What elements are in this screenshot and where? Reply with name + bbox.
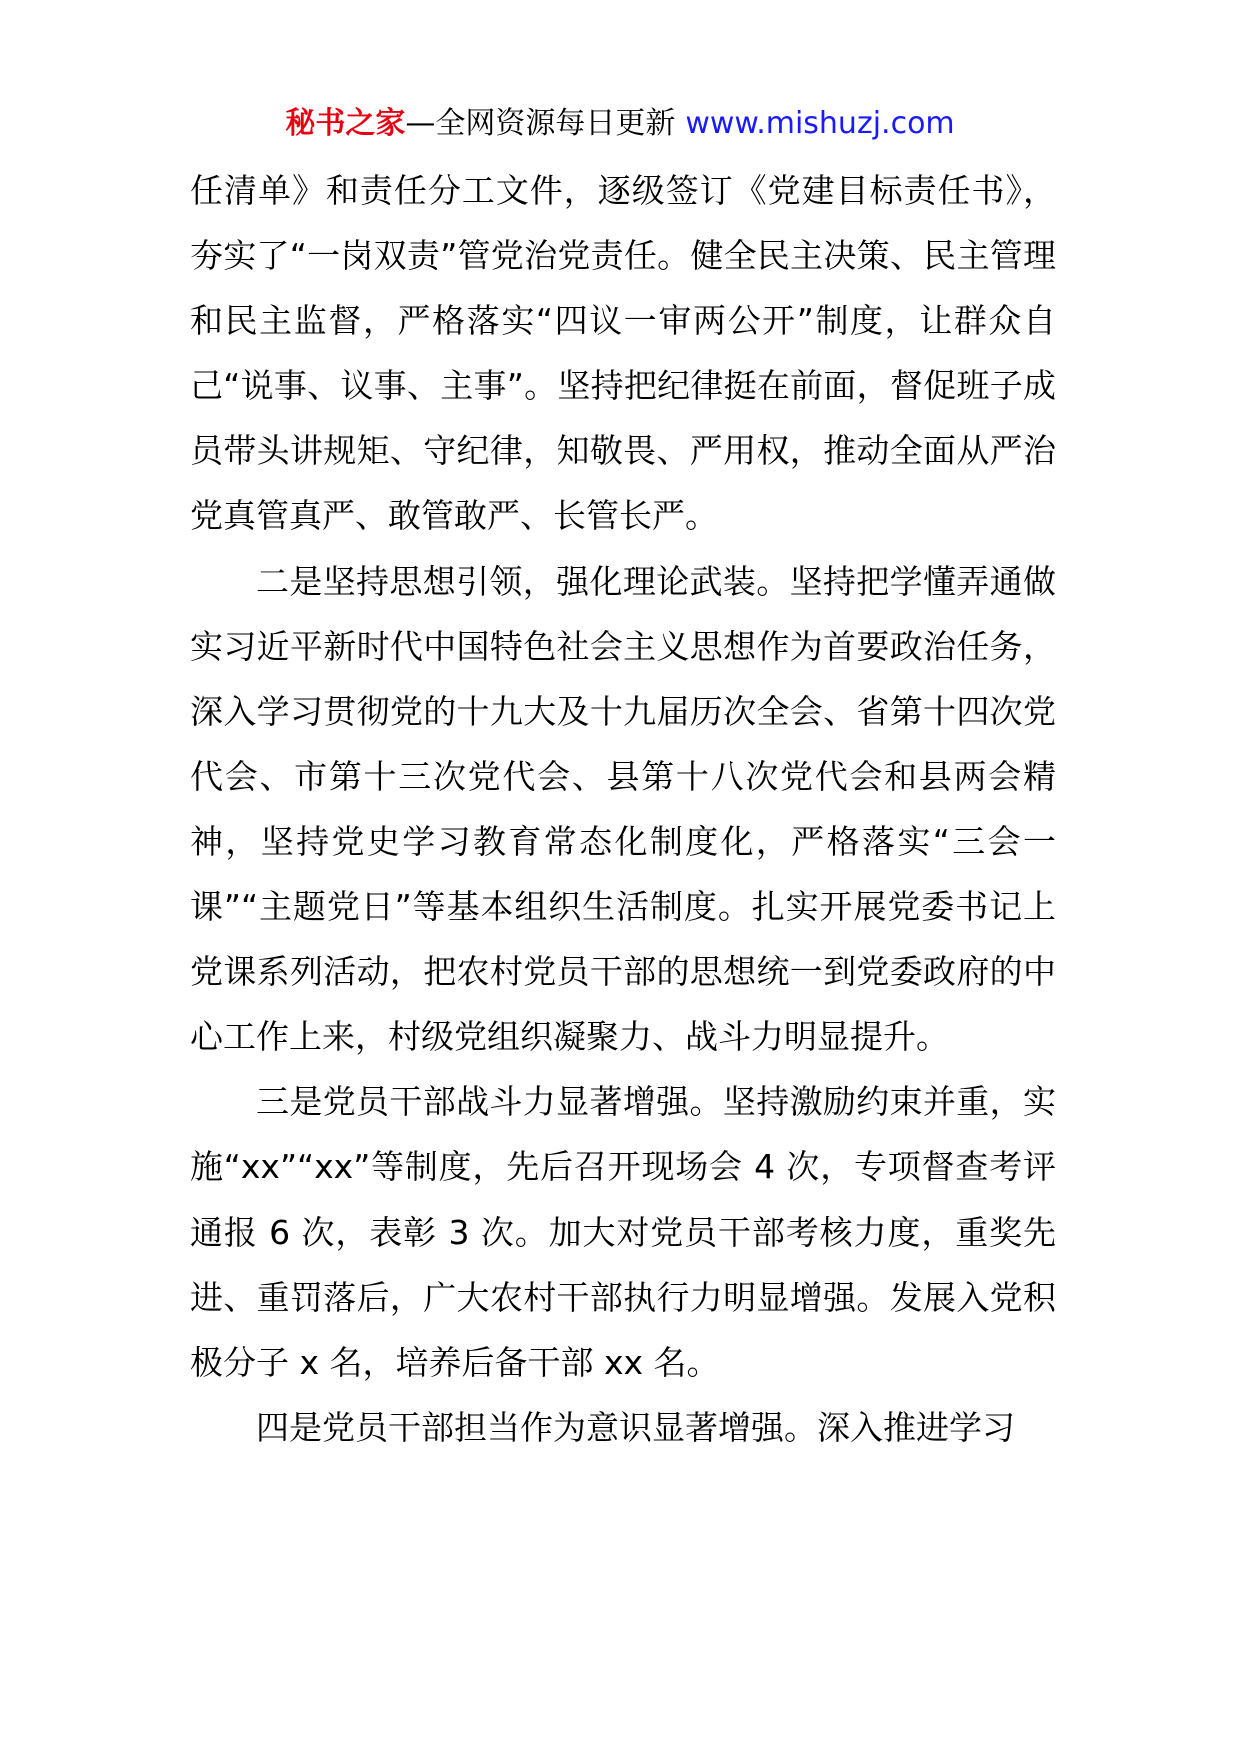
paragraph-combat-effectiveness: 三是党员干部战斗力显著增强。坚持激励约束并重，实施“xx”“xx”等制度，先后召开现场会 4 次，专项督查考评通报 6 次，表彰 3 次。加大对党员干部考核力度，重奖先进、重罚落后，广大农村干部执行力明显增强。发展入党积极分子 x 名，培养后备干部 xx 名。 — [190, 1082, 1056, 1382]
paragraph-ideological-guidance: 二是坚持思想引领，强化理论武装。坚持把学懂弄通做实习近平新时代中国特色社会主义思想作为首要政治任务，深入学习贯彻党的十九大及十九届历次全会、省第十四次党代会、市第十三次党代会、县第十八次党代会和县两会精神，坚持党史学习教育常态化制度化，严格落实“三会一课”“主题党日”等基本组织生活制度。扎实开展党委书记上党课系列活动，把农村党员干部的思想统一到党委政府的中心工作上来，村级党组织凝聚力、战斗力明显提升。 — [190, 561, 1056, 1057]
site-url-link[interactable]: www.mishuzj.com — [685, 106, 955, 141]
brand-name: 秘书之家 — [285, 106, 406, 141]
paragraph-continuation: 任清单》和责任分工文件，逐级签订《党建目标责任书》，夯实了“一岗双责”管党治党责任。健全民主决策、民主管理和民主监督，严格落实“四议一审两公开”制度，让群众自己“说事、议事、主事”。坚持把纪律挺在前面，督促班子成员带头讲规矩、守纪律，知敬畏、严用权，推动全面从严治党真管真严、敢管敢严、长管长严。 — [190, 171, 1056, 536]
page-header — [0, 100, 1240, 148]
header-tagline: —全网资源每日更新 — [405, 106, 676, 141]
document-body — [190, 158, 1056, 1460]
paragraph-responsibility: 四是党员干部担当作为意识显著增强。深入推进学习 — [256, 1407, 1015, 1447]
